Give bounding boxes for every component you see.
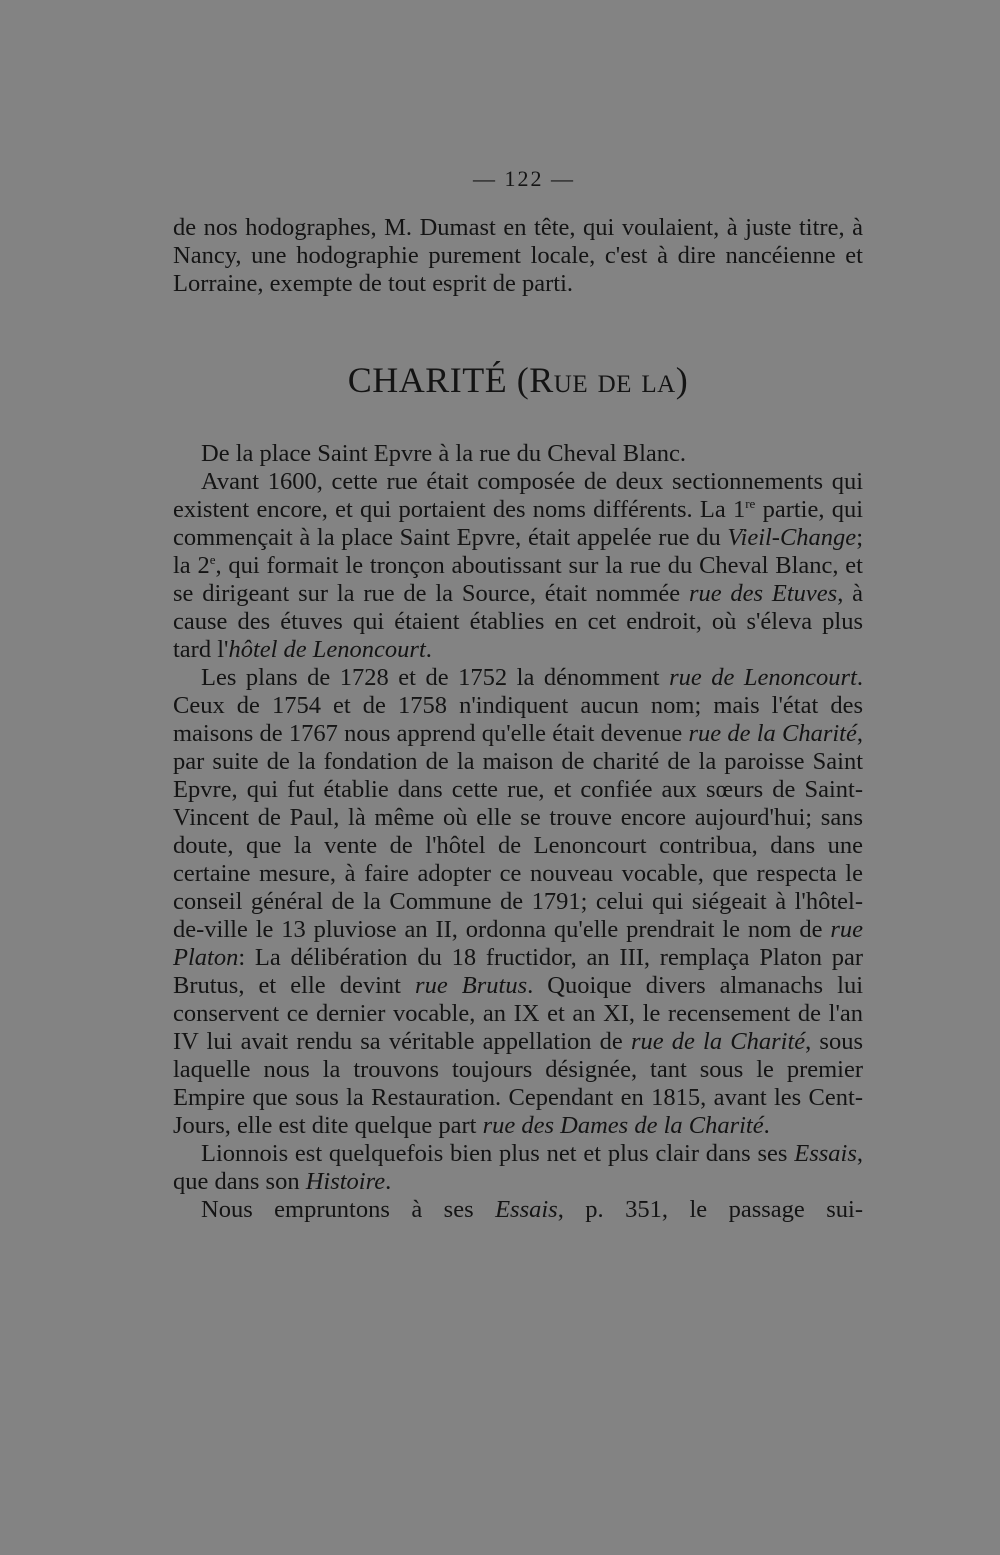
text-run: , sous laquelle nous la trouvons toujours désignée, tant sous le premier Empire que sous la Restauration. Cependant en 1815, avant les Cent-Jours, elle est dite quelque part (173, 1028, 863, 1139)
text-run: , qui formait le tronçon aboutissant sur la rue du Cheval Blanc, et se dirigeant sur la rue de la Source, était nommée (173, 552, 863, 607)
section-heading (173, 360, 863, 400)
text-run: , à cause des étuves qui étaient établies en cet endroit, où s'éleva plus tard l' (173, 580, 864, 663)
text-run: , p. 351, le passage sui- (557, 1196, 863, 1223)
italic-street-name: rue de la Charité (688, 720, 857, 747)
italic-book-title: Essais (495, 1196, 558, 1223)
text-run: Avant 1600, cette rue était composée de deux sectionnements qui existent encore, et qui portaient des noms différents. La 1 (173, 468, 863, 523)
italic-street-name: Vieil-Change (727, 524, 857, 551)
superscript: re (745, 496, 756, 511)
text-run: Les plans de 1728 et de 1752 la dénomment (201, 664, 670, 691)
italic-street-name: rue de la Charité (630, 1028, 806, 1055)
text-run: . (763, 1112, 770, 1139)
text-run: partie, qui commençait à la place Saint Epvre, était appelée rue du (173, 496, 864, 551)
italic-street-name: rue Brutus (415, 972, 528, 999)
text-run: . Quoique divers almanachs lui conservent ce dernier vocable, an IX et an XI, le recensement de l'an IV lui avait rendu sa véritable appellation de (173, 972, 864, 1055)
page-number: — 122 — (473, 166, 575, 191)
text-run: . Ceux de 1754 et de 1758 n'indiquent aucun nom; mais l'état des maisons de 1767 nous apprend qu'elle était devenue (173, 664, 863, 747)
italic-book-title: Histoire (305, 1168, 386, 1195)
heading-sub: (Rue de la) (516, 360, 689, 400)
intro-paragraph: de nos hodographes, M. Dumast en tête, qui voulaient, à juste titre, à Nancy, une hodographie purement locale, c'est à dire nancéienne et Lorraine, exempte de tout esprit de parti. (173, 214, 863, 297)
paragraph-3 (173, 664, 863, 1140)
italic-building-name: hôtel de Lenoncourt (228, 636, 426, 663)
heading-main: CHARITÉ (347, 360, 508, 400)
text-run: , par suite de la fondation de la maison de charité de la paroisse Saint Epvre, qui fut établie dans cette rue, et confiée aux sœurs de Saint-Vincent de Paul, là même où elle se trouve encore aujourd'hui; sans doute, que la vente de l'hôtel de Lenoncourt contribua, dans une certaine mesure, à faire adopter ce nouveau vocable, que respecta le conseil général de la Commune de 1791; celui qui siégeait à l'hôtel-de-ville le 13 pluviose an II, ordonna qu'elle prendrait le nom de (173, 720, 863, 943)
italic-street-name: rue des Etuves (688, 580, 838, 607)
text-run: : La délibération du 18 fructidor, an III, remplaça Platon par Brutus, et elle devint (173, 944, 863, 999)
superscript: e (209, 552, 216, 567)
paragraph-4 (173, 1140, 863, 1196)
text-run: . (425, 636, 432, 663)
text-run: ; la 2 (173, 524, 863, 579)
italic-book-title: Essais (794, 1140, 857, 1167)
paragraph-1: De la place Saint Epvre à la rue du Cheval Blanc. (201, 440, 687, 467)
text-run: Lionnois est quelquefois bien plus net et plus clair dans ses (201, 1140, 795, 1167)
text-run: , que dans son (173, 1140, 863, 1195)
text-run: . (385, 1168, 392, 1195)
book-page (173, 166, 863, 1252)
paragraph-5 (173, 1196, 863, 1252)
italic-street-name: rue de Lenoncourt (669, 664, 857, 691)
italic-street-name: rue Platon (173, 916, 863, 971)
paragraph-2 (173, 468, 863, 664)
text-run: Nous empruntons à ses (201, 1196, 496, 1223)
italic-street-name: rue des Dames de la Charité (482, 1112, 764, 1139)
